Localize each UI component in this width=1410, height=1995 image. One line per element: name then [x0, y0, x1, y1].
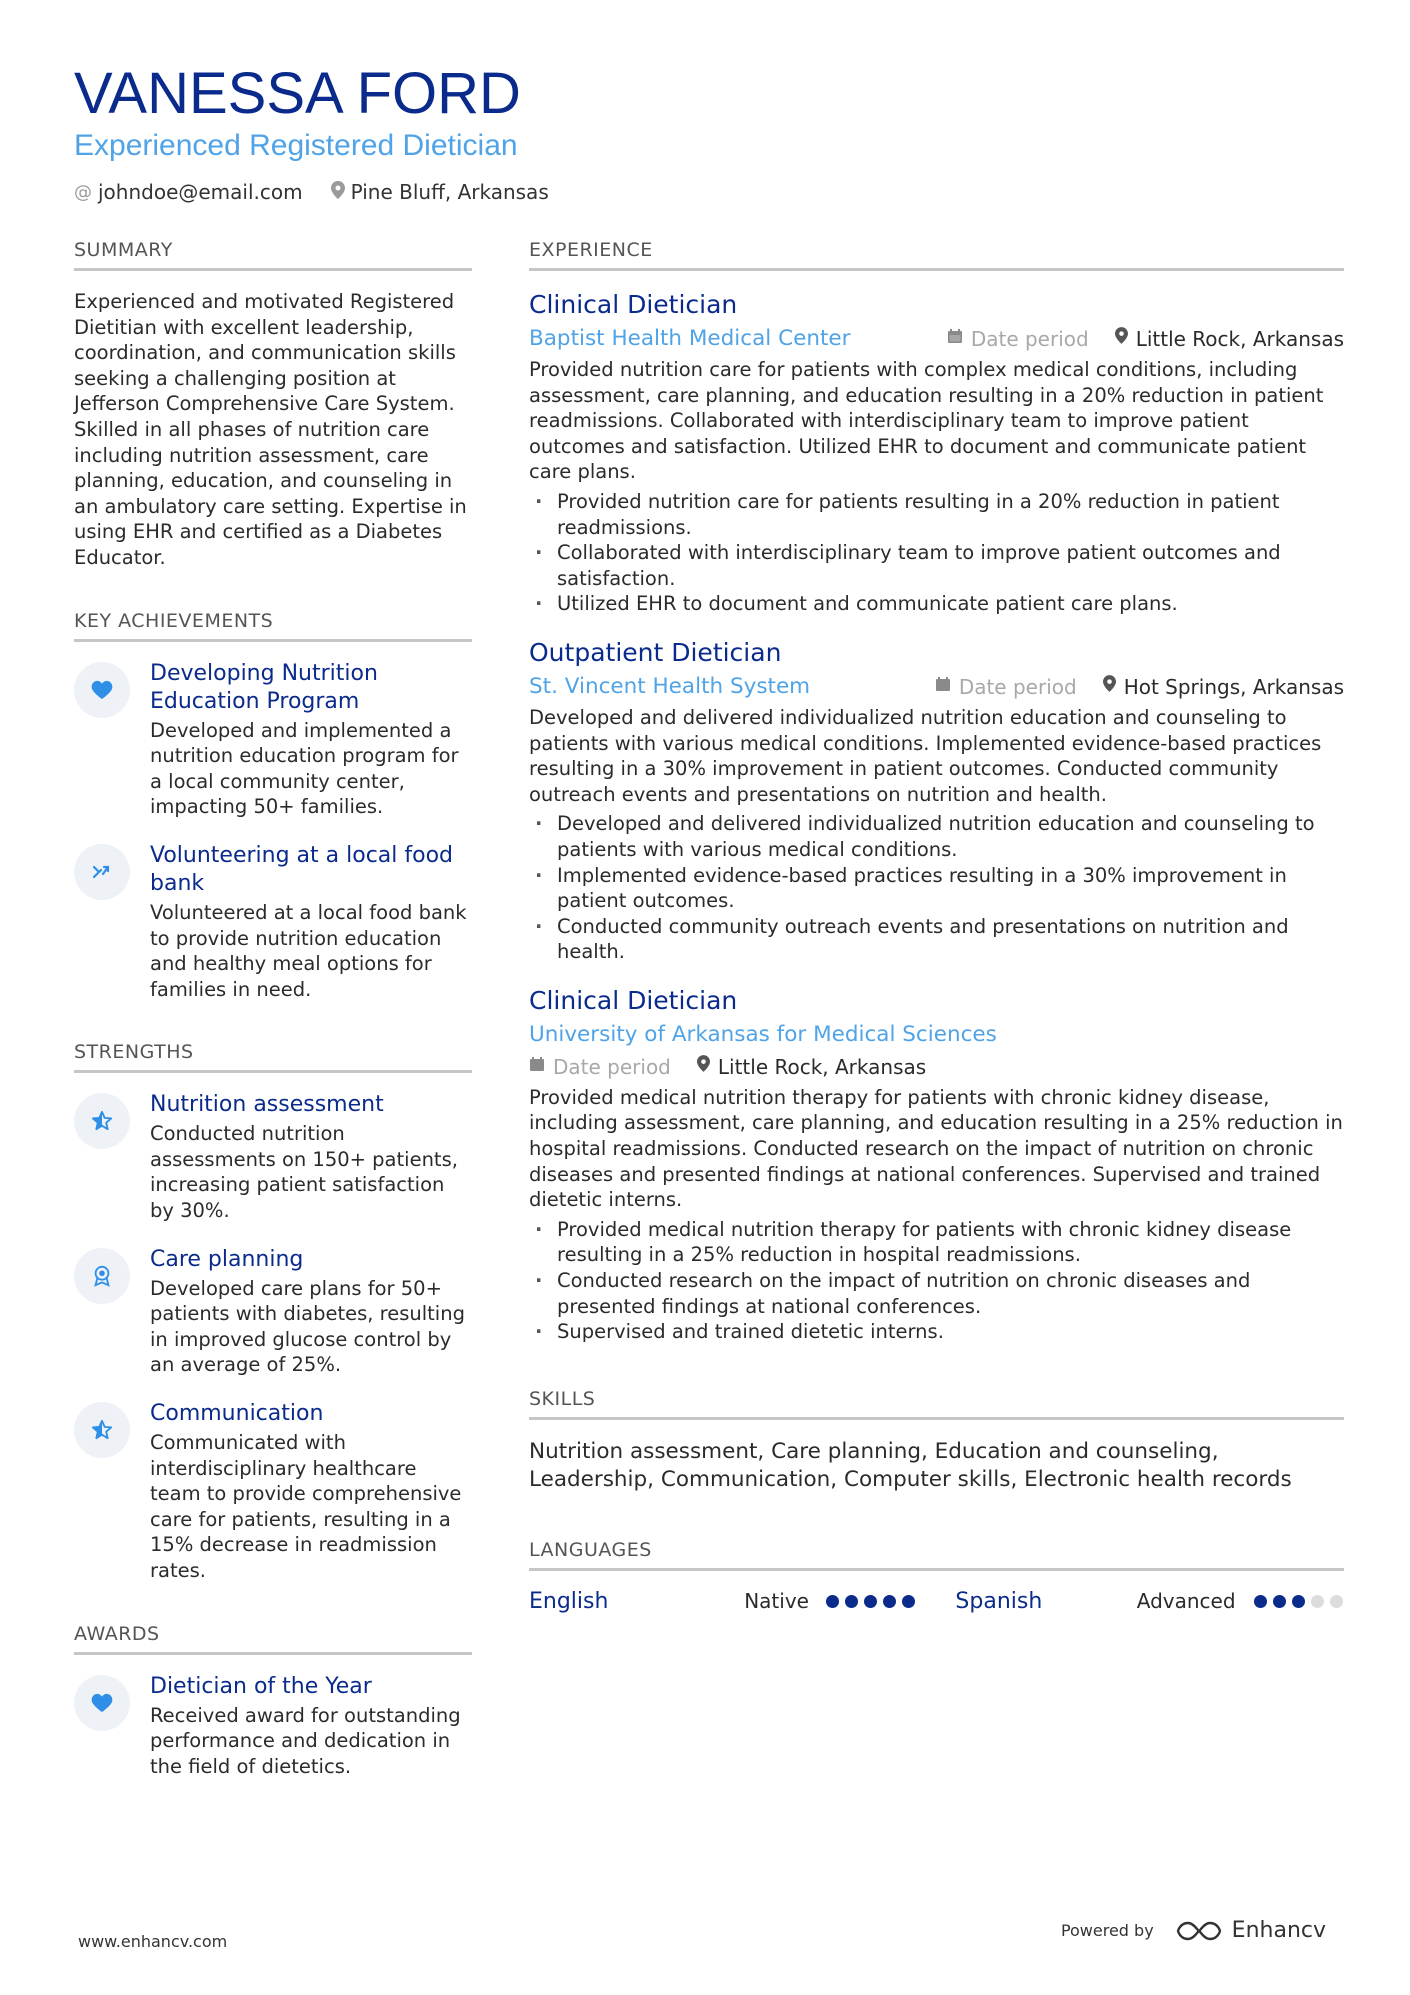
rating-dot — [864, 1595, 877, 1608]
job-location — [1103, 673, 1344, 701]
right-column — [529, 238, 1344, 1652]
location-pin-icon — [331, 181, 345, 204]
powered-by-text: Powered by — [1060, 1921, 1154, 1940]
language-level: Native — [744, 1589, 809, 1614]
footer-branding — [1061, 1918, 1326, 1943]
section-title-strengths: STRENGTHS — [74, 1040, 472, 1073]
section-title-awards: AWARDS — [74, 1622, 472, 1655]
job-title: Clinical Dietician — [529, 290, 738, 319]
rating-dot — [826, 1595, 839, 1608]
job-bullet: · Conducted research on the impact of nutrition on chronic diseases and presented findings at national conferences. — [529, 1268, 1344, 1319]
job-location — [697, 1053, 926, 1081]
rating-dot — [1273, 1595, 1286, 1608]
strength-item — [74, 1091, 472, 1223]
strength-desc: Communicated with interdisciplinary healthcare team to provide comprehensive care for patients, resulting in a 15% decrease in readmission rates. — [150, 1431, 462, 1582]
job-bullet: · Implemented evidence-based practices resulting in a 30% improvement in patient outcomes. — [529, 863, 1344, 914]
star-icon — [74, 1093, 130, 1149]
strengths-section — [74, 1040, 472, 1583]
language-rating — [1254, 1595, 1344, 1608]
strength-item — [74, 1246, 472, 1378]
rating-dot — [902, 1595, 915, 1608]
job-bullet: · Utilized EHR to document and communicate patient care plans. — [529, 591, 1344, 617]
heart-icon — [74, 662, 130, 718]
strength-desc: Conducted nutrition assessments on 150+ patients, increasing patient satisfaction by 30%. — [150, 1122, 458, 1223]
email-text: johndoe@email.com — [98, 180, 303, 204]
achievement-item — [74, 842, 472, 1002]
location-text: Little Rock, Arkansas — [717, 1054, 927, 1079]
job-bullets — [529, 1217, 1344, 1345]
job-company: University of Arkansas for Medical Sciences — [529, 1021, 997, 1047]
job-bullets — [529, 489, 1344, 617]
languages-row — [529, 1589, 1344, 1614]
calendar-icon — [935, 673, 951, 701]
footer-website[interactable]: www.enhancv.com — [78, 1932, 228, 1951]
strength-title: Communication — [150, 1401, 324, 1427]
language-name: English — [529, 1588, 609, 1614]
job-bullet: · Conducted community outreach events and presentations on nutrition and health. — [529, 914, 1344, 965]
date-text: Date period — [970, 327, 1089, 351]
rating-dot — [1254, 1595, 1267, 1608]
experience-entry — [529, 637, 1344, 965]
email-contact[interactable] — [74, 180, 303, 204]
achievement-title: Developing Nutrition Education Program — [150, 660, 378, 714]
job-date — [947, 325, 1089, 353]
job-location — [1115, 325, 1344, 353]
location-text: Little Rock, Arkansas — [1135, 327, 1344, 351]
achievement-item — [74, 660, 472, 820]
awards-section — [74, 1622, 472, 1780]
award-title: Dietician of the Year — [150, 1673, 372, 1699]
location-text: Hot Springs, Arkansas — [1123, 674, 1344, 699]
heart-icon — [74, 1675, 130, 1731]
job-date — [935, 673, 1077, 701]
rating-dot — [1292, 1595, 1305, 1608]
enhancv-logo[interactable] — [1176, 1918, 1326, 1943]
job-company: Baptist Health Medical Center — [529, 326, 851, 351]
summary-text: Experienced and motivated Registered Dietitian with excellent leadership, coordination, and communication skills seeking a challenging position at Jefferson Comprehensive Care System. Skilled in all phases of nutrition care including nutrition assessment, care planning, education, and counseling in an ambulatory care setting. Expertise in using EHR and certified as a Diabetes Educator. — [74, 290, 467, 569]
calendar-icon — [947, 325, 963, 353]
achievement-title: Volunteering at a local food bank — [150, 842, 454, 896]
section-title-summary: SUMMARY — [74, 238, 472, 271]
strength-desc: Developed care plans for 50+ patients with diabetes, resulting in improved glucose control by an average of 25%. — [150, 1276, 465, 1377]
date-text: Date period — [958, 674, 1077, 699]
experience-entry — [529, 289, 1344, 617]
summary-section — [74, 238, 472, 571]
at-icon: @ — [74, 181, 92, 203]
location-pin-icon — [697, 1053, 710, 1081]
resume-header — [74, 62, 1344, 204]
achievements-section — [74, 609, 472, 1003]
job-bullet: · Collaborated with interdisciplinary team to improve patient outcomes and satisfaction. — [529, 540, 1344, 591]
infinity-icon — [1176, 1919, 1222, 1943]
location-contact — [331, 180, 549, 204]
job-bullets — [529, 811, 1344, 965]
job-meta-line — [529, 1053, 1344, 1081]
job-company: St. Vincent Health System — [529, 673, 811, 699]
left-column — [74, 238, 472, 1817]
job-title: Outpatient Dietician — [529, 637, 782, 667]
job-bullet: · Provided medical nutrition therapy for patients with chronic kidney disease resulting in a 25% reduction in hospital readmissions. — [529, 1217, 1344, 1268]
job-meta — [529, 673, 1344, 701]
rating-dot — [883, 1595, 896, 1608]
job-description: Provided medical nutrition therapy for patients with chronic kidney disease, including assessment, care planning, and education resulting in a 25% reduction in hospital readmissions. Conducted research on the impact of nutrition on chronic diseases and presented findings at national conferences. Supervised and trained dietetic interns. — [529, 1085, 1343, 1212]
job-meta — [529, 325, 1344, 353]
strength-title: Nutrition assessment — [150, 1092, 384, 1118]
location-text: Pine Bluff, Arkansas — [350, 180, 549, 204]
job-bullet: · Provided nutrition care for patients resulting in a 20% reduction in patient readmissions. — [529, 489, 1344, 540]
job-description: Provided nutrition care for patients with complex medical conditions, including assessment, care planning, and education resulting in a 20% reduction in patient readmissions. Collaborated with interdisciplinary team to improve patient outcomes and satisfaction. Utilized EHR to document and communicate patient care plans. — [529, 358, 1324, 484]
rating-dot — [1330, 1595, 1343, 1608]
strength-title: Care planning — [150, 1246, 304, 1272]
star-icon — [74, 1402, 130, 1458]
skills-section — [529, 1387, 1344, 1494]
section-title-skills: SKILLS — [529, 1387, 1344, 1420]
job-bullet: · Developed and delivered individualized nutrition education and counseling to patients with various medical conditions. — [529, 811, 1344, 862]
skills-text: Nutrition assessment, Care planning, Education and counseling, Leadership, Communication, Computer skills, Electronic health records — [529, 1438, 1292, 1492]
job-bullet: · Supervised and trained dietetic interns. — [529, 1319, 1344, 1345]
section-title-experience: EXPERIENCE — [529, 238, 1344, 271]
job-date — [529, 1053, 671, 1081]
achievement-desc: Developed and implemented a nutrition education program for a local community center, impacting 50+ families. — [150, 718, 459, 819]
language-level: Advanced — [1136, 1589, 1236, 1614]
achievement-desc: Volunteered at a local food bank to provide nutrition education and healthy meal options for families in need. — [150, 900, 467, 1001]
section-title-languages: LANGUAGES — [529, 1538, 1344, 1571]
job-meta — [529, 1021, 1344, 1049]
job-description: Developed and delivered individualized nutrition education and counseling to patients with various medical conditions. Implemented evidence-based practices resulting in a 30% improvement in patient outcomes. Conducted community outreach events and presentations on nutrition and health. — [529, 705, 1322, 806]
candidate-name: VANESSA FORD — [74, 61, 521, 126]
brand-name: Enhancv — [1231, 1918, 1326, 1943]
candidate-title: Experienced Registered Dietician — [74, 129, 518, 162]
language-rating — [826, 1595, 956, 1608]
rating-dot — [845, 1595, 858, 1608]
strength-item — [74, 1400, 472, 1584]
language-name: Spanish — [955, 1588, 1043, 1614]
calendar-icon — [529, 1053, 545, 1081]
experience-entry — [529, 985, 1344, 1345]
section-title-achievements: KEY ACHIEVEMENTS — [74, 609, 472, 642]
experience-section — [529, 238, 1344, 1345]
contact-row — [74, 180, 1344, 204]
job-title: Clinical Dietician — [529, 985, 738, 1015]
rating-dot — [1311, 1595, 1324, 1608]
location-pin-icon — [1103, 673, 1116, 701]
date-text: Date period — [553, 1054, 671, 1079]
location-pin-icon — [1115, 325, 1128, 353]
shuffle-icon — [74, 844, 130, 900]
award-item — [74, 1673, 472, 1780]
award-desc: Received award for outstanding performance and dedication in the field of dietetics. — [150, 1703, 461, 1778]
award-icon — [74, 1248, 130, 1304]
languages-section — [529, 1538, 1344, 1614]
